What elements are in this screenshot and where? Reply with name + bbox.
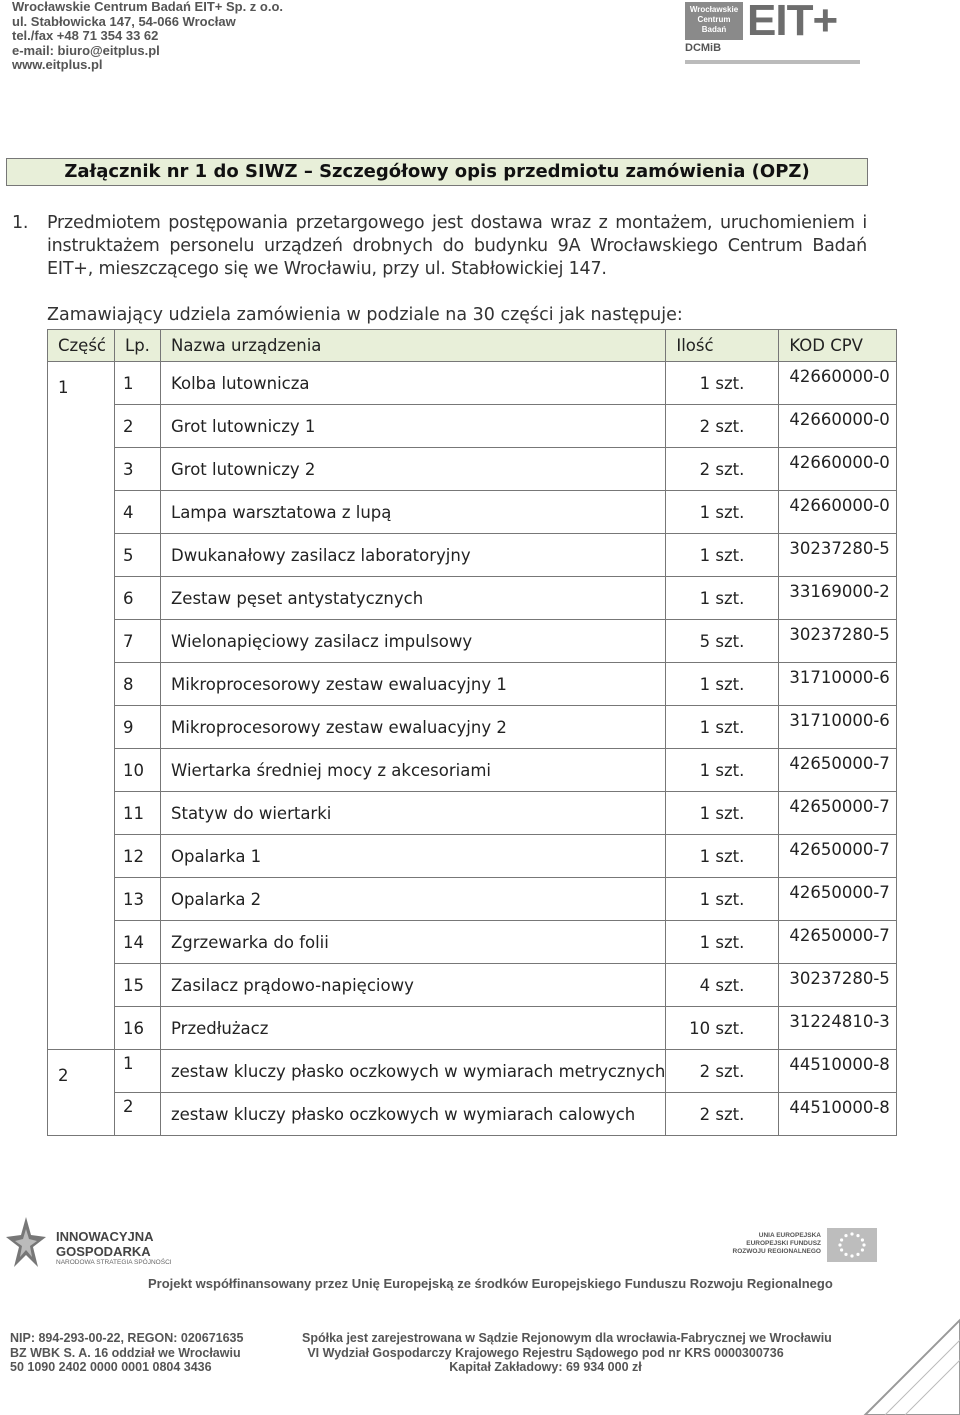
footer-right-line: VI Wydział Gospodarczy Krajowego Rejestru Sądowego pod nr KRS 0000300736 [307, 1345, 784, 1360]
cell-cpv: 42650000-7 [779, 835, 897, 878]
logo-left-subtitle: NARODOWA STRATEGIA SPÓJNOŚCI [56, 1259, 172, 1266]
cell-name: Grot lutowniczy 2 [161, 448, 666, 491]
cell-lp: 3 [115, 448, 161, 491]
footer-right-line: Kapitał Zakładowy: 69 934 000 zł [449, 1360, 642, 1374]
footer-left-line: BZ WBK S. A. 16 oddział we Wrocławiu [10, 1345, 241, 1360]
cell-name: Zestaw pęset antystatycznych [161, 577, 666, 620]
cell-name: Mikroprocesorowy zestaw ewaluacyjny 1 [161, 663, 666, 706]
cell-lp: 7 [115, 620, 161, 663]
cell-qty: 4 szt. [666, 964, 779, 1007]
cell-cpv: 30237280-5 [779, 964, 897, 1007]
table-row [48, 577, 897, 620]
cell-qty: 2 szt. [666, 1050, 779, 1093]
company-address [12, 0, 283, 73]
cell-name: zestaw kluczy płasko oczkowych w wymiarach metrycznych [161, 1050, 666, 1093]
cell-cpv: 42660000-0 [779, 405, 897, 448]
cell-lp: 9 [115, 706, 161, 749]
table-row [48, 405, 897, 448]
table-row [48, 1093, 897, 1136]
logo-left-line: INNOWACYJNA [56, 1229, 154, 1244]
cell-name: Kolba lutownicza [161, 362, 666, 405]
footer-right-line: Spółka jest zarejestrowana w Sądzie Rejonowym dla wrocławia-Fabrycznej we Wrocławiu [302, 1331, 832, 1345]
cell-qty: 1 szt. [666, 534, 779, 577]
cell-name: Dwukanałowy zasilacz laboratoryjny [161, 534, 666, 577]
address-line: www.eitplus.pl [12, 57, 103, 72]
cell-cpv: 42650000-7 [779, 749, 897, 792]
eit-logo [685, 2, 865, 66]
cell-lp: 13 [115, 878, 161, 921]
cell-cpv: 42650000-7 [779, 878, 897, 921]
table-row [48, 835, 897, 878]
header-lp: Lp. [115, 330, 161, 362]
header-part: Część [48, 330, 115, 362]
table-row [48, 792, 897, 835]
corner-decoration-icon [825, 1300, 960, 1415]
table-row [48, 1050, 897, 1093]
address-line: ul. Stabłowicka 147, 54-066 Wrocław [12, 13, 236, 29]
cell-qty: 1 szt. [666, 792, 779, 835]
header-name: Nazwa urządzenia [161, 330, 666, 362]
eu-logo-line: UNIA EUROPEJSKA [758, 1232, 821, 1239]
cell-qty: 1 szt. [666, 921, 779, 964]
table-row [48, 1007, 897, 1050]
cell-cpv: 44510000-8 [779, 1093, 897, 1136]
table-row [48, 491, 897, 534]
star-logo-icon [4, 1215, 48, 1275]
cell-qty: 5 szt. [666, 620, 779, 663]
cell-cpv: 30237280-5 [779, 534, 897, 577]
cell-qty: 1 szt. [666, 663, 779, 706]
table-row [48, 362, 897, 405]
cell-qty: 1 szt. [666, 706, 779, 749]
cell-lp: 14 [115, 921, 161, 964]
cell-cpv: 42650000-7 [779, 921, 897, 964]
table-row [48, 534, 897, 577]
eu-flag-icon [827, 1228, 877, 1262]
cell-qty: 2 szt. [666, 405, 779, 448]
cell-lp: 8 [115, 663, 161, 706]
logo-box [685, 2, 743, 40]
cell-name: zestaw kluczy płasko oczkowych w wymiarach calowych [161, 1093, 666, 1136]
cell-part: 2 [48, 1050, 115, 1136]
footer-company-ids [10, 1331, 243, 1375]
cell-name: Grot lutowniczy 1 [161, 405, 666, 448]
cell-qty: 1 szt. [666, 362, 779, 405]
cell-lp: 1 [115, 362, 161, 405]
cell-name: Wielonapięciowy zasilacz impulsowy [161, 620, 666, 663]
document-title: Załącznik nr 1 do SIWZ – Szczegółowy opis przedmiotu zamówienia (OPZ) [6, 158, 868, 186]
cell-cpv: 31710000-6 [779, 663, 897, 706]
cell-lp: 10 [115, 749, 161, 792]
cell-lp: 2 [115, 405, 161, 448]
intro-text: Przedmiotem postępowania przetargowego jest dostawa wraz z montażem, uruchomieniem i instruktażem personelu urządzeń drobnych do budynku 9A Wrocławskiego Centrum Badań EIT+, mieszczącego się we Wrocławiu, przy ul. Stabłowickiej 147. [47, 213, 867, 279]
cell-lp: 15 [115, 964, 161, 1007]
address-line: tel./fax +48 71 354 33 62 [12, 28, 159, 43]
cell-lp: 5 [115, 534, 161, 577]
cell-cpv: 44510000-8 [779, 1050, 897, 1093]
cell-name: Zasilacz prądowo-napięciowy [161, 964, 666, 1007]
cell-cpv: 31224810-3 [779, 1007, 897, 1050]
logo-rule [685, 60, 860, 64]
cell-name: Wiertarka średniej mocy z akcesoriami [161, 749, 666, 792]
table-row [48, 964, 897, 1007]
innowacyjna-gospodarka-logo [4, 1215, 184, 1275]
logo-left-line: GOSPODARKA [56, 1244, 151, 1259]
logo-box-line: Wrocławskie [689, 5, 739, 14]
cell-cpv: 42660000-0 [779, 362, 897, 405]
header-cpv: KOD CPV [779, 330, 897, 362]
eu-logo [727, 1228, 877, 1268]
eu-logo-line: EUROPEJSKI FUNDUSZ [746, 1240, 821, 1247]
header-qty: Ilość [666, 330, 779, 362]
cell-name: Zgrzewarka do folii [161, 921, 666, 964]
cell-qty: 1 szt. [666, 878, 779, 921]
footer-left-line: NIP: 894-293-00-22, REGON: 020671635 [10, 1331, 244, 1345]
logo-subtitle: DCMiB [685, 42, 722, 54]
cell-lp: 4 [115, 491, 161, 534]
table-row [48, 921, 897, 964]
cell-lp: 12 [115, 835, 161, 878]
address-line: Wrocławskie Centrum Badań EIT+ Sp. z o.o. [12, 0, 284, 14]
cell-cpv: 33169000-2 [779, 577, 897, 620]
intro-number: 1. [12, 213, 29, 233]
table-row [48, 663, 897, 706]
cell-qty: 1 szt. [666, 749, 779, 792]
cell-name: Statyw do wiertarki [161, 792, 666, 835]
cell-lp: 6 [115, 577, 161, 620]
table-row [48, 448, 897, 491]
cell-qty: 1 szt. [666, 577, 779, 620]
cell-lp: 2 [115, 1093, 161, 1136]
cell-qty: 1 szt. [666, 835, 779, 878]
cell-qty: 10 szt. [666, 1007, 779, 1050]
cell-lp: 1 [115, 1050, 161, 1093]
cell-lp: 11 [115, 792, 161, 835]
items-table [47, 329, 897, 1136]
footer-registration [302, 1331, 832, 1375]
table-row [48, 620, 897, 663]
table-row [48, 749, 897, 792]
footer-left-line: 50 1090 2402 0000 0001 0804 3436 [10, 1360, 212, 1374]
cell-qty: 2 szt. [666, 448, 779, 491]
cell-cpv: 31710000-6 [779, 706, 897, 749]
cell-name: Opalarka 2 [161, 878, 666, 921]
table-header-row [48, 330, 897, 362]
cell-cpv: 42650000-7 [779, 792, 897, 835]
eu-logo-line: ROZWOJU REGIONALNEGO [732, 1248, 821, 1255]
cell-qty: 1 szt. [666, 491, 779, 534]
cell-cpv: 30237280-5 [779, 620, 897, 663]
eu-logo-text [733, 1232, 821, 1256]
cell-qty: 2 szt. [666, 1093, 779, 1136]
cell-cpv: 42660000-0 [779, 448, 897, 491]
cell-cpv: 42660000-0 [779, 491, 897, 534]
logo-letters: EIT+ [747, 0, 838, 45]
logo-box-line: Centrum [697, 15, 731, 24]
cell-name: Opalarka 1 [161, 835, 666, 878]
address-line: e-mail: biuro@eitplus.pl [12, 42, 160, 58]
table-body [48, 362, 897, 1136]
cell-lp: 16 [115, 1007, 161, 1050]
intro-line-2: Zamawiający udziela zamówienia w podziale na 30 części jak następuje: [47, 305, 683, 325]
cell-name: Mikroprocesorowy zestaw ewaluacyjny 2 [161, 706, 666, 749]
logo-box-line: Badań [701, 25, 727, 34]
logo-left-text [56, 1229, 154, 1259]
cell-name: Przedłużacz [161, 1007, 666, 1050]
table-row [48, 878, 897, 921]
cell-name: Lampa warsztatowa z lupą [161, 491, 666, 534]
project-cofinancing-note: Projekt współfinansowany przez Unię Europejską ze środków Europejskiego Funduszu Rozwoju Regionalnego [148, 1276, 833, 1291]
cell-part: 1 [48, 362, 115, 1050]
table-row [48, 706, 897, 749]
